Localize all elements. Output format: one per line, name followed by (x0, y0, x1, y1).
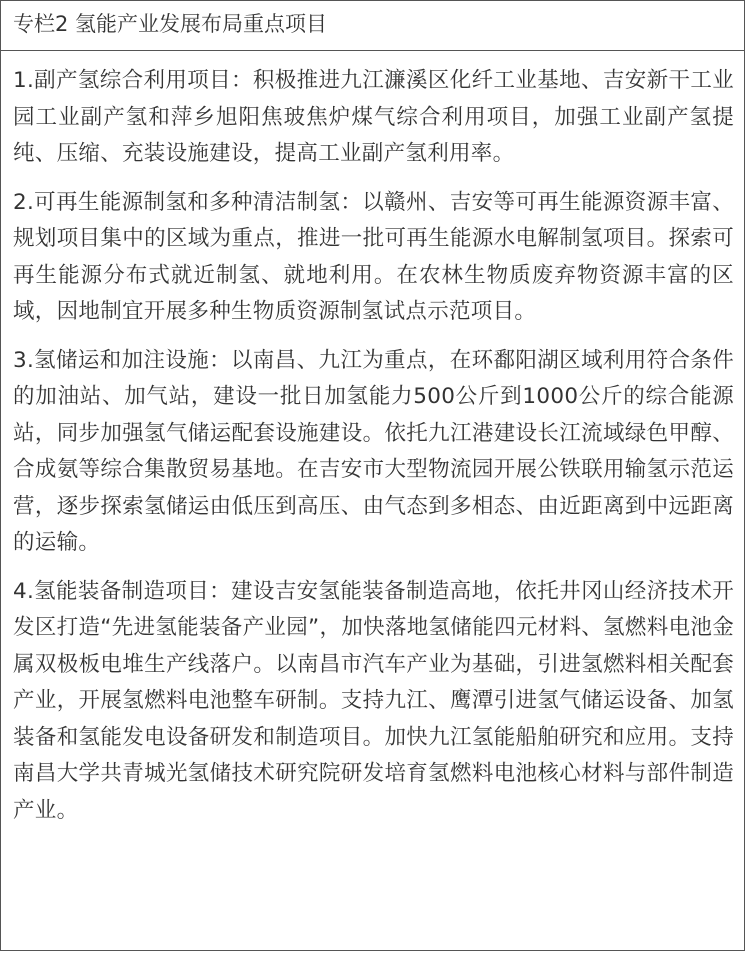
item-equipment-manufacturing: 4.氢能装备制造项目：建设吉安氢能装备制造高地，依托井冈山经济技术开发区打造“先进氢能装备产业园”，加快落地氢储能四元材料、氢燃料电池金属双极板电堆生产线落户。以南昌市汽车产业为基础，引进氢燃料相关配套产业，开展氢燃料电池整车研制。支持九江、鹰潭引进氢气储运设备、加氢装备和氢能发电设备研发和制造项目。加快九江氢能船舶研究和应用。支持南昌大学共青城光氢储技术研究院研发培育氢燃料电池核心材料与部件制造产业。 (13, 578, 734, 823)
item-storage-refueling: 3.氢储运和加注设施：以南昌、九江为重点，在环鄱阳湖区域利用符合条件的加油站、加气站，建设一批日加氢能力500公斤到1000公斤的综合能源站，同步加强氢气储运配套设施建设。依托九江港建设长江流域绿色甲醇、合成氨等综合集散贸易基地。在吉安市大型物流园开展公铁联用输氢示范运营，逐步探索氢储运由低压到高压、由气态到多相态、由近距离到中远距离的运输。 (13, 347, 734, 555)
item-renewable-hydrogen: 2.可再生能源制氢和多种清洁制氢：以赣州、吉安等可再生能源资源丰富、规划项目集中的区域为重点，推进一批可再生能源水电解制氢项目。探索可再生能源分布式就近制氢、就地利用。在农林生物质废弃物资源丰富的区域，因地制宜开展多种生物质资源制氢试点示范项目。 (13, 189, 734, 324)
box-title: 专栏2 氢能产业发展布局重点项目 (1, 1, 744, 51)
box-body (1, 51, 744, 829)
item-by-product-hydrogen: 1.副产氢综合利用项目：积极推进九江濂溪区化纤工业基地、吉安新干工业园工业副产氢和萍乡旭阳焦玻焦炉煤气综合利用项目，加强工业副产氢提纯、压缩、充装设施建设，提高工业副产氢利用率。 (13, 68, 734, 166)
